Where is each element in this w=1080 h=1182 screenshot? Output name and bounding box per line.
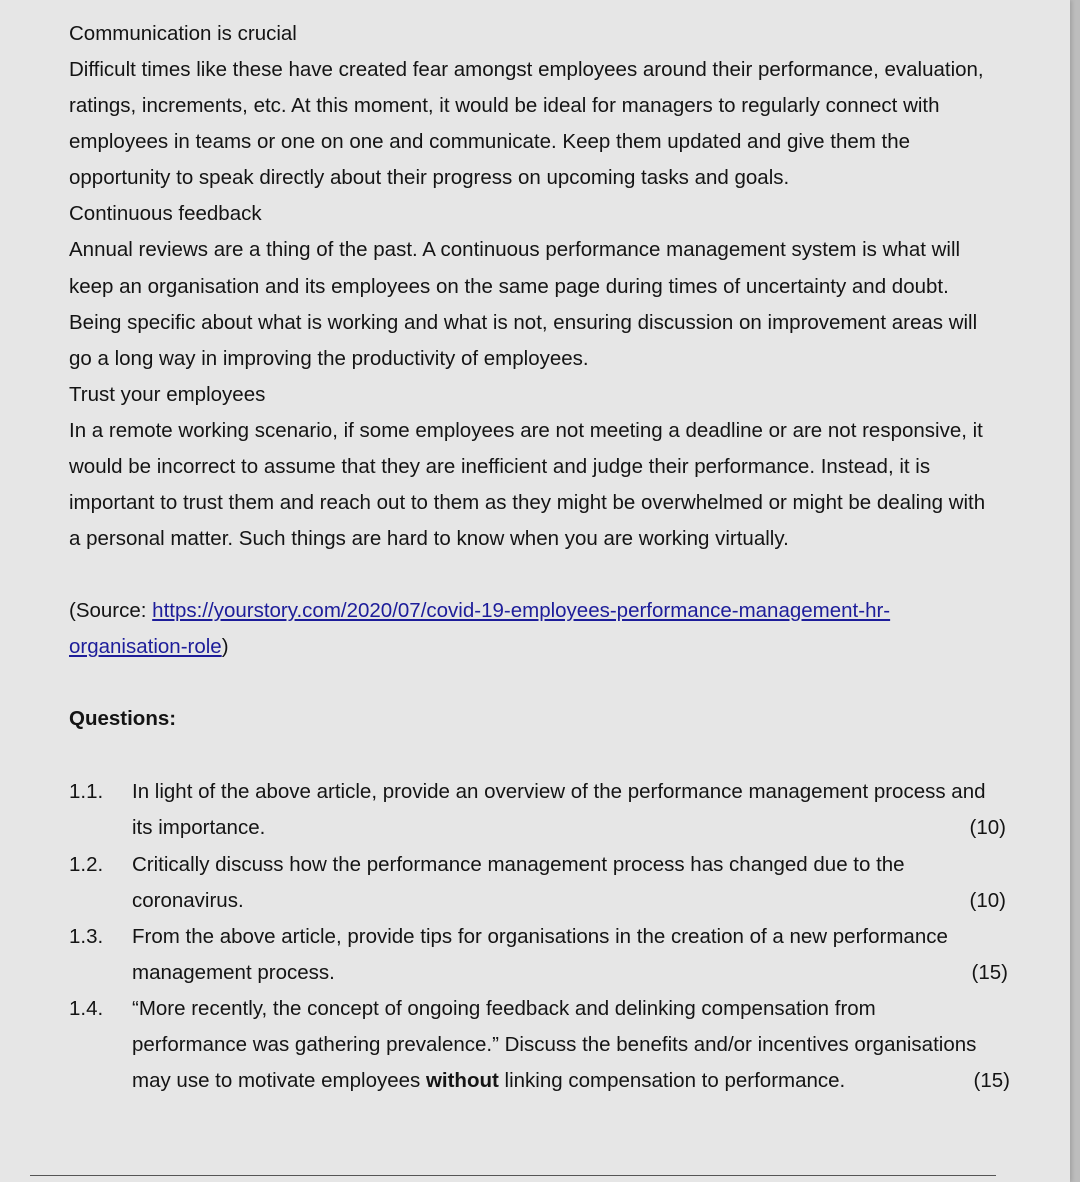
question-number: 1.1.: [69, 780, 104, 803]
source-suffix: ): [221, 635, 229, 658]
questions-heading: Questions:: [69, 707, 177, 730]
question-marks: (15): [971, 961, 1008, 984]
question-text-part: may use to motivate employees: [132, 1069, 426, 1092]
emphasis-text: without: [425, 1069, 499, 1092]
section-heading: Trust your employees: [69, 383, 266, 406]
section-heading: Continuous feedback: [69, 202, 262, 225]
paragraph-line: ratings, increments, etc. At this moment, it would be ideal for managers to regularly connect with: [69, 94, 940, 117]
paragraph-line: Annual reviews are a thing of the past. A continuous performance management system is what will: [69, 238, 961, 261]
question-marks: (10): [969, 889, 1006, 912]
question-marks: (15): [973, 1069, 1010, 1092]
paragraph-line: would be incorrect to assume that they are inefficient and judge their performance. Instead, it is: [69, 455, 931, 478]
question-marks: (10): [969, 816, 1006, 839]
question-text: Critically discuss how the performance management process has changed due to the: [132, 853, 905, 876]
paragraph-line: a personal matter. Such things are hard to know when you are working virtually.: [69, 527, 789, 550]
question-number: 1.4.: [69, 997, 104, 1020]
question-text: [132, 1068, 845, 1094]
paragraph-line: In a remote working scenario, if some employees are not meeting a deadline or are not responsive, it: [69, 419, 983, 442]
question-text: performance was gathering prevalence.” Discuss the benefits and/or incentives organisations: [132, 1033, 977, 1056]
footer-divider: [30, 1175, 996, 1176]
question-text: In light of the above article, provide an overview of the performance management process and: [132, 780, 986, 803]
source-prefix: (Source:: [69, 599, 153, 622]
question-number: 1.3.: [69, 925, 104, 948]
source-link-cont[interactable]: organisation-role: [69, 635, 222, 658]
question-text: From the above article, provide tips for organisations in the creation of a new performance: [132, 925, 948, 948]
question-text: management process.: [132, 961, 335, 984]
question-text-part: linking compensation to performance.: [498, 1069, 846, 1092]
paragraph-line: Difficult times like these have created fear amongst employees around their performance, evaluation,: [69, 58, 984, 81]
question-number: 1.2.: [69, 853, 104, 876]
question-text: its importance.: [132, 816, 266, 839]
paragraph-line: go a long way in improving the productivity of employees.: [69, 347, 589, 370]
question-text: coronavirus.: [132, 889, 244, 912]
section-heading: Communication is crucial: [69, 22, 297, 45]
source-link[interactable]: https://yourstory.com/2020/07/covid-19-employees-performance-management-hr-: [152, 599, 891, 622]
paragraph-line: opportunity to speak directly about their progress on upcoming tasks and goals.: [69, 166, 790, 189]
source-citation-cont: [69, 634, 1019, 660]
paragraph-line: important to trust them and reach out to them as they might be overwhelmed or might be dealing with: [69, 491, 986, 514]
question-text: “More recently, the concept of ongoing feedback and delinking compensation from: [132, 997, 876, 1020]
paragraph-line: Being specific about what is working and what is not, ensuring discussion on improvement areas will: [69, 311, 978, 334]
source-citation: [69, 598, 1019, 624]
paragraph-line: keep an organisation and its employees on the same page during times of uncertainty and doubt.: [69, 275, 949, 298]
paragraph-line: employees in teams or one on one and communicate. Keep them updated and give them the: [69, 130, 911, 153]
